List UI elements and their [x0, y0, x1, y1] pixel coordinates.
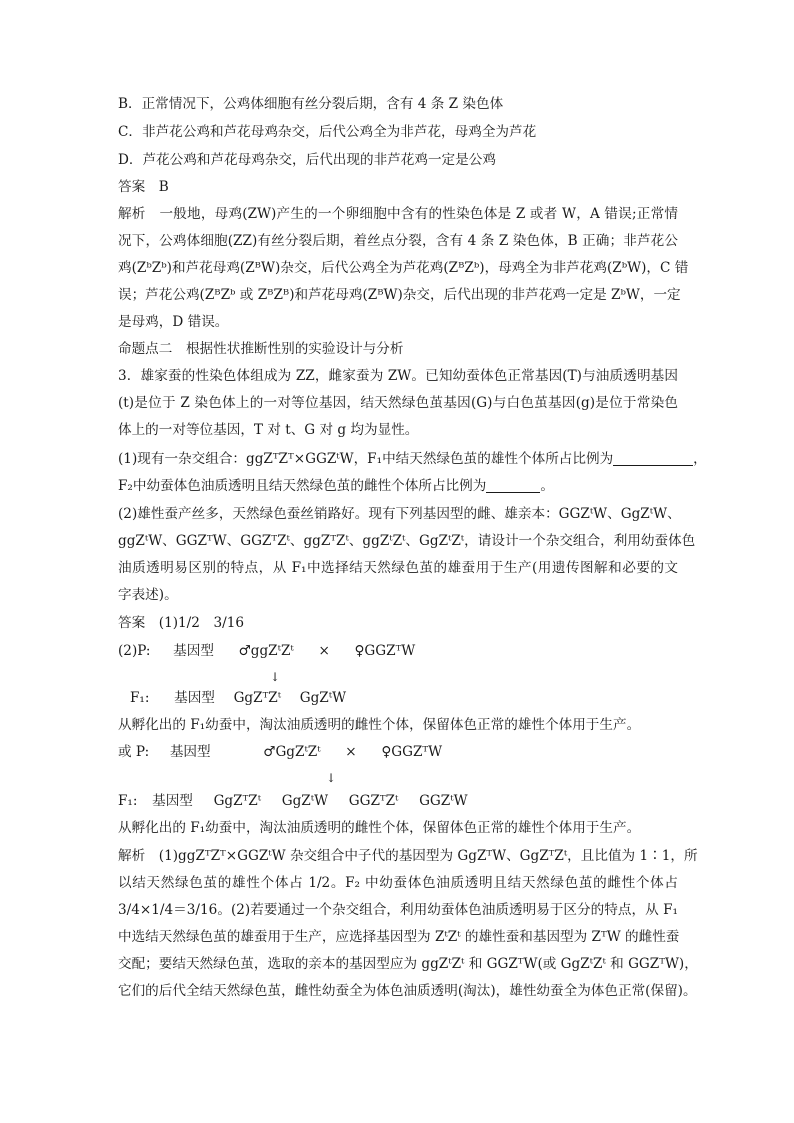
genotype-label: 基因型	[173, 643, 214, 659]
offspring-genotype: GgZᵗW	[299, 690, 347, 706]
cross-symbol: ×	[345, 744, 357, 760]
answer-value: B	[158, 179, 169, 195]
analysis-3-line-2: 以结天然绿色茧的雄性个体占 1/2。F₂ 中幼蚕体色油质透明且结天然绿色茧的雌性个体占	[118, 875, 678, 891]
diagram-2-note: 从孵化出的 F₁幼蚕中，淘汰油质透明的雌性个体，保留体色正常的雄性个体用于生产。	[118, 820, 641, 836]
answer-2	[118, 175, 678, 199]
genotype-label: 基因型	[169, 744, 211, 760]
option-d: D．芦花公鸡和芦花母鸡杂交，后代出现的非芦花鸡一定是公鸡	[118, 152, 496, 168]
analysis-2-line-1: 解析 一般地，母鸡(ZW)产生的一个卵细胞中含有的性染色体是 Z 或者 W，A 错误;正常情	[118, 206, 678, 222]
question-3-line-3: 体上的一对等位基因，T 对 t、G 对 g 均为显性。	[118, 422, 419, 438]
analysis-2-line-2: 况下，公鸡体细胞(ZZ)有丝分裂后期，着丝点分裂，含有 4 条 Z 染色体，B 正确；非芦花公	[118, 233, 678, 249]
genotype-label: 基因型	[152, 793, 193, 809]
analysis-3-line-5: 交配；要结天然绿色茧，选取的亲本的基因型应为 ggZᵗZᵗ 和 GGZᵀW(或 GgZᵗZᵗ 和 GGZᵀW)，	[118, 956, 698, 972]
option-b: B．正常情况下，公鸡体细胞有丝分裂后期，含有 4 条 Z 染色体	[118, 96, 504, 112]
analysis-label: 解析	[118, 848, 146, 864]
female-parent: ♀GGZᵀW	[354, 643, 416, 659]
answer-3	[118, 611, 678, 635]
answer-blank	[486, 476, 540, 493]
question-3-line-2: (t)是位于 Z 染色体上的一对等位基因，结天然绿色茧基因(G)与白色茧基因(g)是位于常染色	[118, 395, 678, 411]
male-parent: ♂GgZᵗZᵗ	[263, 744, 321, 760]
genotype-label: 基因型	[174, 690, 215, 706]
analysis-3-line-3: 3/4×1/4＝3/16。(2)若要通过一个杂交组合，利用幼蚕体色油质透明易于区分的特点，从 F₁	[118, 902, 678, 918]
analysis-2-line-5: 是母鸡，D 错误。	[118, 314, 229, 330]
answer-label: 答案	[118, 179, 146, 195]
p-label: (2)P:	[118, 643, 151, 659]
diagram-2-parents	[118, 740, 678, 764]
question-3-part-2-line-4: 字表述)。	[118, 587, 178, 603]
down-arrow-icon: ↓	[270, 670, 281, 684]
analysis-3-line-6: 它们的后代全结天然绿色茧，雌性幼蚕全为体色油质透明(淘汰)，雄性幼蚕全为体色正常(保留)。	[118, 983, 697, 999]
question-3-part-1-a: (1)现有一杂交组合：ggZᵀZᵀ×GGZᵗW，F₁中结天然绿色茧的雄性个体所占比例为 ，	[118, 451, 707, 467]
option-c: C．非芦花公鸡和芦花母鸡杂交，后代公鸡全为非芦花，母鸡全为芦花	[118, 124, 537, 140]
answer-blank	[613, 449, 693, 466]
diagram-1-parents	[118, 639, 678, 663]
answer-label: 答案	[118, 615, 146, 631]
analysis-label: 解析	[118, 206, 146, 222]
cross-symbol: ×	[318, 643, 330, 659]
question-3-part-1-b: F₂中幼蚕体色油质透明且结天然绿色茧的雌性个体所占比例为 。	[118, 478, 554, 494]
question-3-line-1: 3．雄家蚕的性染色体组成为 ZZ，雌家蚕为 ZW。已知幼蚕体色正常基因(T)与油质透明基因	[118, 368, 678, 384]
answer-value: (1)1/2 3/16	[158, 615, 245, 631]
offspring-genotype: GGZᵀZᵗ	[348, 793, 399, 809]
diagram-1-note: 从孵化出的 F₁幼蚕中，淘汰油质透明的雌性个体，保留体色正常的雄性个体用于生产。	[118, 717, 641, 733]
question-3-part-2-line-1: (2)雄性蚕产丝多，天然绿色蚕丝销路好。现有下列基因型的雌、雄亲本：GGZᵗW、GgZᵗW、	[118, 506, 681, 522]
diagram-2-offspring	[118, 789, 678, 813]
male-parent: ♂ggZᵗZᵗ	[238, 643, 294, 659]
f1-label: F₁:	[130, 690, 150, 706]
offspring-genotype: GgZᵀZᵗ	[213, 793, 262, 809]
diagram-1-offspring	[130, 686, 690, 710]
question-3-part-2-line-2: ggZᵗW、GGZᵀW、GGZᵀZᵗ、ggZᵀZᵗ、ggZᵗZᵗ、GgZᵗZᵗ，请设计一个杂交组合，利用幼蚕体色	[118, 533, 696, 549]
question-3-part-2-line-3: 油质透明易区别的特点，从 F₁中选择结天然绿色茧的雄蚕用于生产(用遗传图解和必要的文	[118, 560, 678, 576]
f1-label: F₁:	[118, 793, 138, 809]
analysis-3-line-1: 解析 (1)ggZᵀZᵀ×GGZᵗW 杂交组合中子代的基因型为 GgZᵀW、GgZᵀZᵗ，且比值为 1∶1，所	[118, 848, 698, 864]
offspring-genotype: GgZᵗW	[281, 793, 329, 809]
offspring-genotype: GGZᵗW	[419, 793, 468, 809]
female-parent: ♀GGZᵀW	[381, 744, 443, 760]
offspring-genotype: GgZᵀZᵗ	[233, 690, 282, 706]
analysis-2-line-3: 鸡(ZᵇZᵇ)和芦花母鸡(ZᴮW)杂交，后代公鸡全为芦花鸡(ZᴮZᵇ)，母鸡全为非芦花鸡(ZᵇW)，C 错	[118, 260, 689, 276]
down-arrow-icon: ↓	[326, 771, 337, 785]
section-title: 命题点二 根据性状推断性别的实验设计与分析	[118, 341, 404, 357]
analysis-3-line-4: 中选结天然绿色茧的雄蚕用于生产，应选择基因型为 ZᵗZᵗ 的雄性蚕和基因型为 ZᵀW 的雌性蚕	[118, 929, 680, 945]
p-label: 或 P:	[118, 744, 150, 760]
analysis-2-line-4: 误；芦花公鸡(ZᴮZᵇ 或 ZᴮZᴮ)和芦花母鸡(ZᴮW)杂交，后代出现的非芦花鸡一定是 ZᵇW，一定	[118, 287, 681, 303]
